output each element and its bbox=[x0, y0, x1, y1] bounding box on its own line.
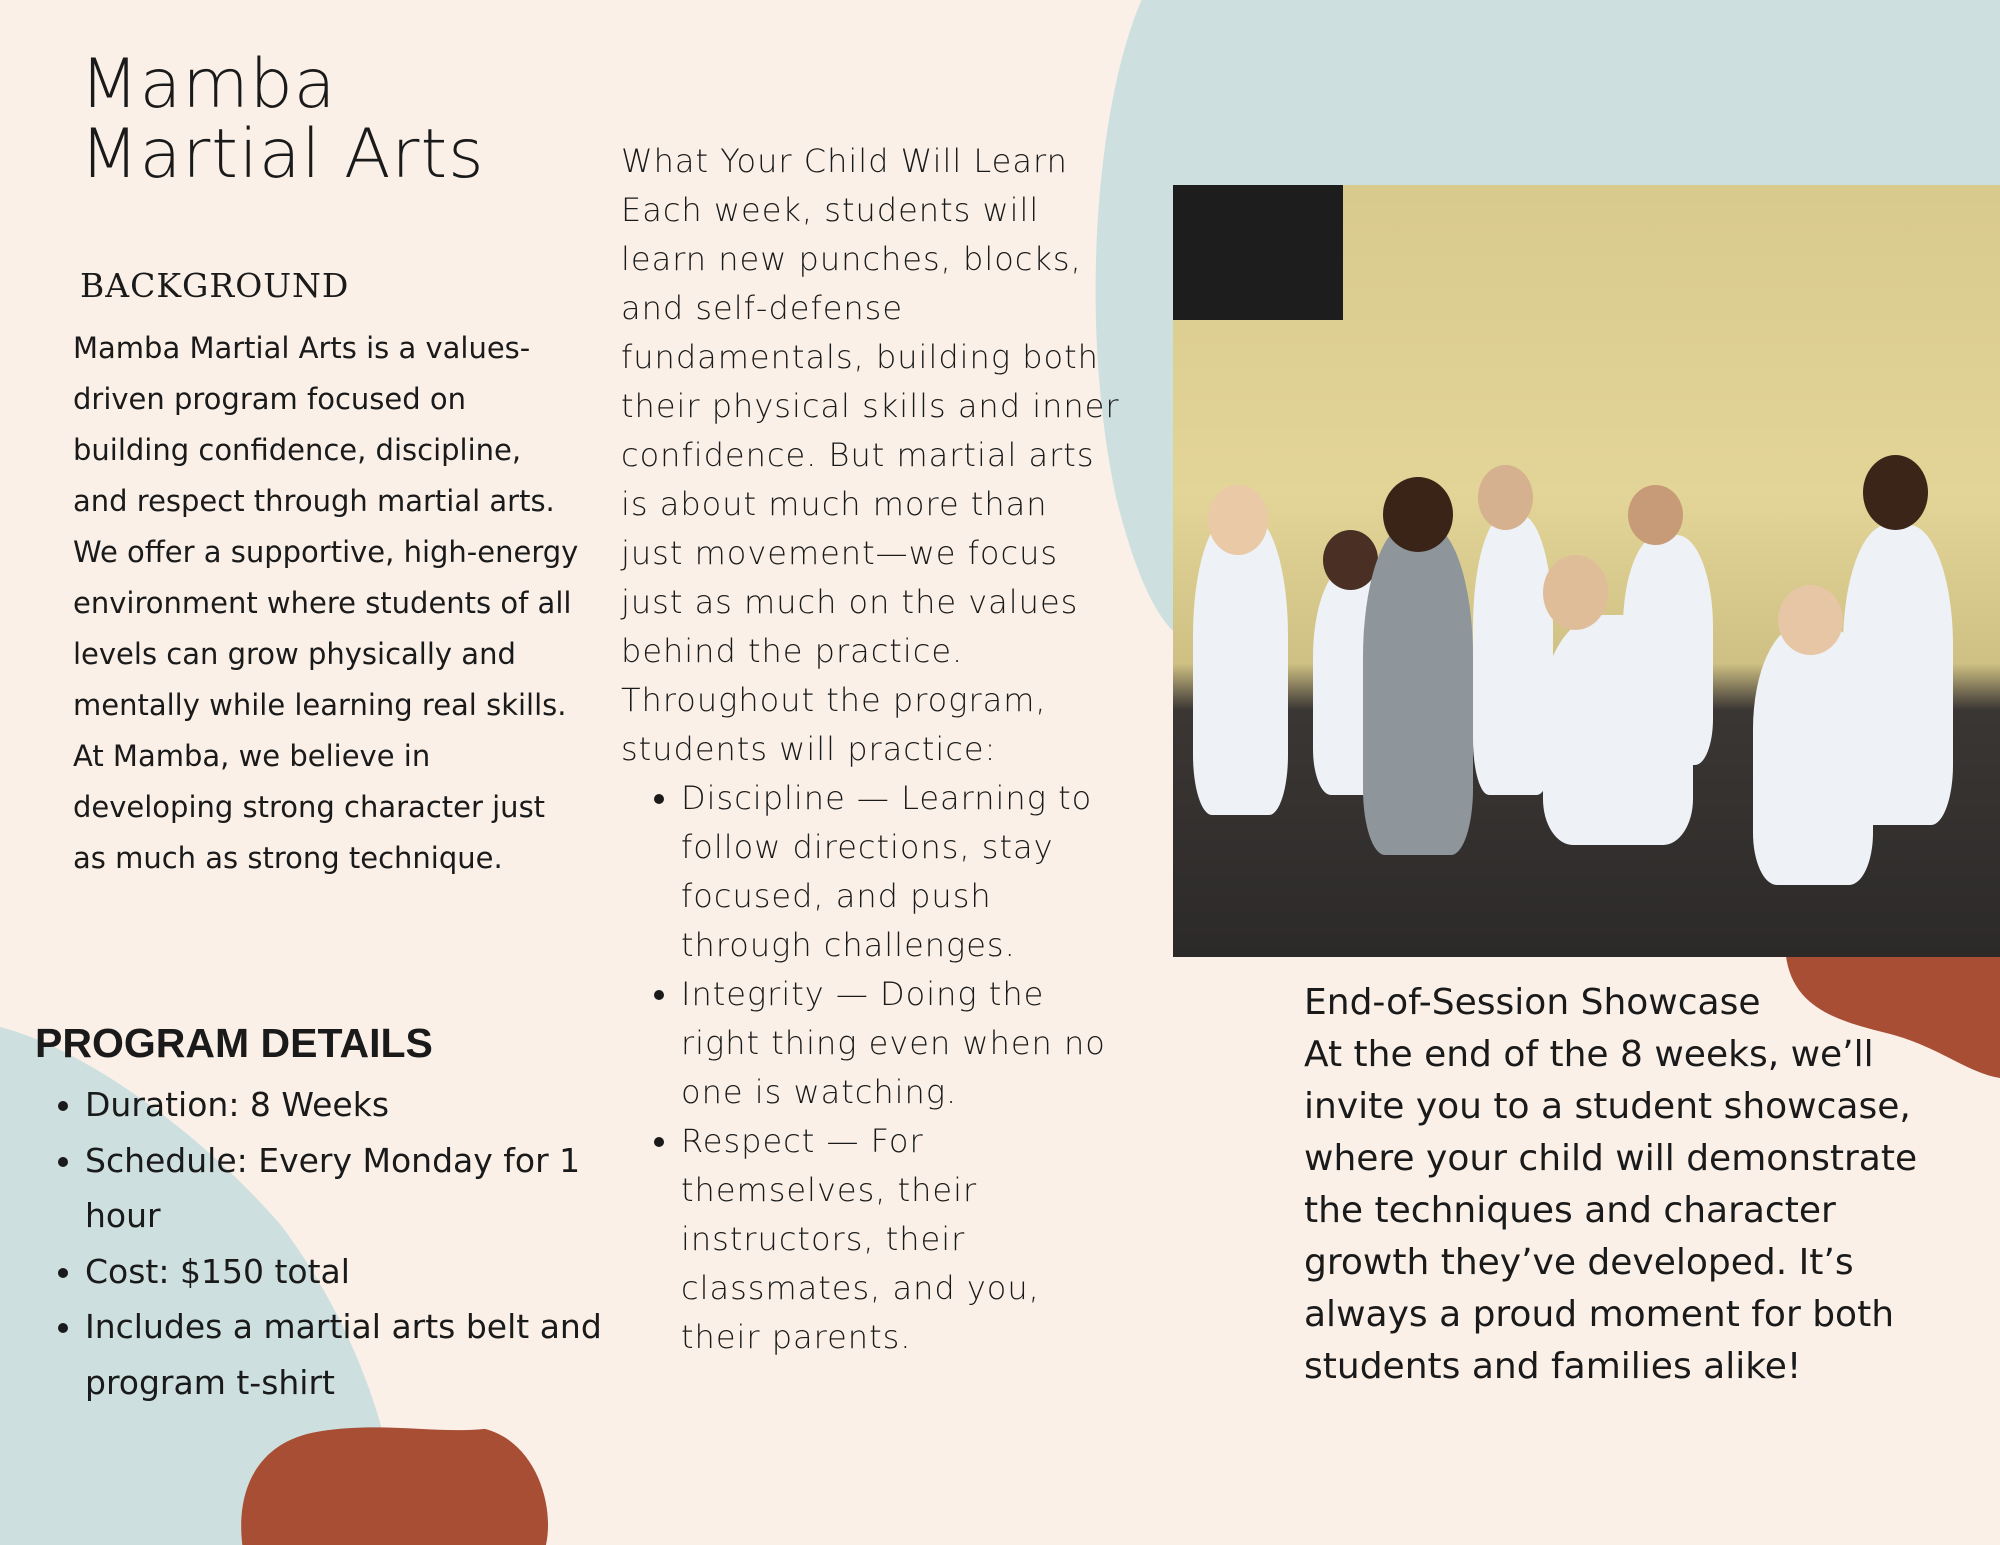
background-text: Mamba Martial Arts is a values-driven program focused on building confidence, discipline, and respect through martial arts. We offer a supportive, high-energy environment where students of all levels can grow physically and mentally while learning real skills. At Mamba, we believe in developing strong character just as much as strong technique. bbox=[73, 331, 579, 875]
list-item: • Discipline — Learning to follow directions, stay focused, and push through challenges. bbox=[681, 774, 1121, 970]
program-details-heading: PROGRAM DETAILS bbox=[35, 1020, 433, 1066]
title-line-2: Martial Arts bbox=[80, 115, 485, 194]
program-details-list bbox=[35, 1077, 645, 1410]
rust-blob-bottom bbox=[241, 1427, 548, 1545]
child-figure bbox=[1193, 515, 1288, 815]
list-item: • Includes a martial arts belt and program t-shirt bbox=[85, 1299, 645, 1410]
child-head bbox=[1543, 555, 1608, 630]
list-item: • Cost: $150 total bbox=[85, 1244, 645, 1300]
title-line-1: Mamba bbox=[80, 45, 337, 124]
child-head bbox=[1383, 477, 1453, 552]
child-figure bbox=[1473, 515, 1553, 795]
list-item: • Schedule: Every Monday for 1 hour bbox=[85, 1133, 645, 1244]
students-photo bbox=[1173, 185, 2000, 957]
child-head bbox=[1778, 585, 1843, 655]
child-head bbox=[1208, 485, 1268, 555]
child-figure bbox=[1623, 535, 1713, 765]
child-figure bbox=[1843, 525, 1953, 825]
list-item: • Duration: 8 Weeks bbox=[85, 1077, 645, 1133]
list-item: • Integrity — Doing the right thing even when no one is watching. bbox=[681, 970, 1121, 1117]
showcase-text: At the end of the 8 weeks, we’ll invite you to a student showcase, where your child will demonstrate the techniques and character growth they’ve developed. It’s always a proud moment for both students and families alike! bbox=[1304, 1034, 1918, 1387]
learn-section bbox=[621, 137, 1121, 1362]
values-list bbox=[621, 774, 1121, 1362]
background-heading: BACKGROUND bbox=[80, 266, 350, 305]
learn-heading: What Your Child Will Learn bbox=[621, 142, 1068, 180]
list-item: • Respect — For themselves, their instructors, their classmates, and you, their parents. bbox=[681, 1117, 1121, 1362]
child-head bbox=[1323, 530, 1378, 590]
page-title bbox=[80, 45, 485, 194]
child-figure bbox=[1363, 525, 1473, 855]
learn-text: Each week, students will learn new punches, blocks, and self-defense fundamentals, building both their physical skills and inner confidence. But martial arts is about much more than just movement—we focus just as much on the values behind the practice. Throughout the program, students will practice: bbox=[621, 191, 1120, 768]
child-head bbox=[1478, 465, 1533, 530]
child-head bbox=[1863, 455, 1928, 530]
showcase-section bbox=[1304, 977, 1944, 1393]
showcase-heading: End-of-Session Showcase bbox=[1304, 982, 1761, 1023]
tv-screen bbox=[1173, 185, 1343, 320]
child-head bbox=[1628, 485, 1683, 545]
